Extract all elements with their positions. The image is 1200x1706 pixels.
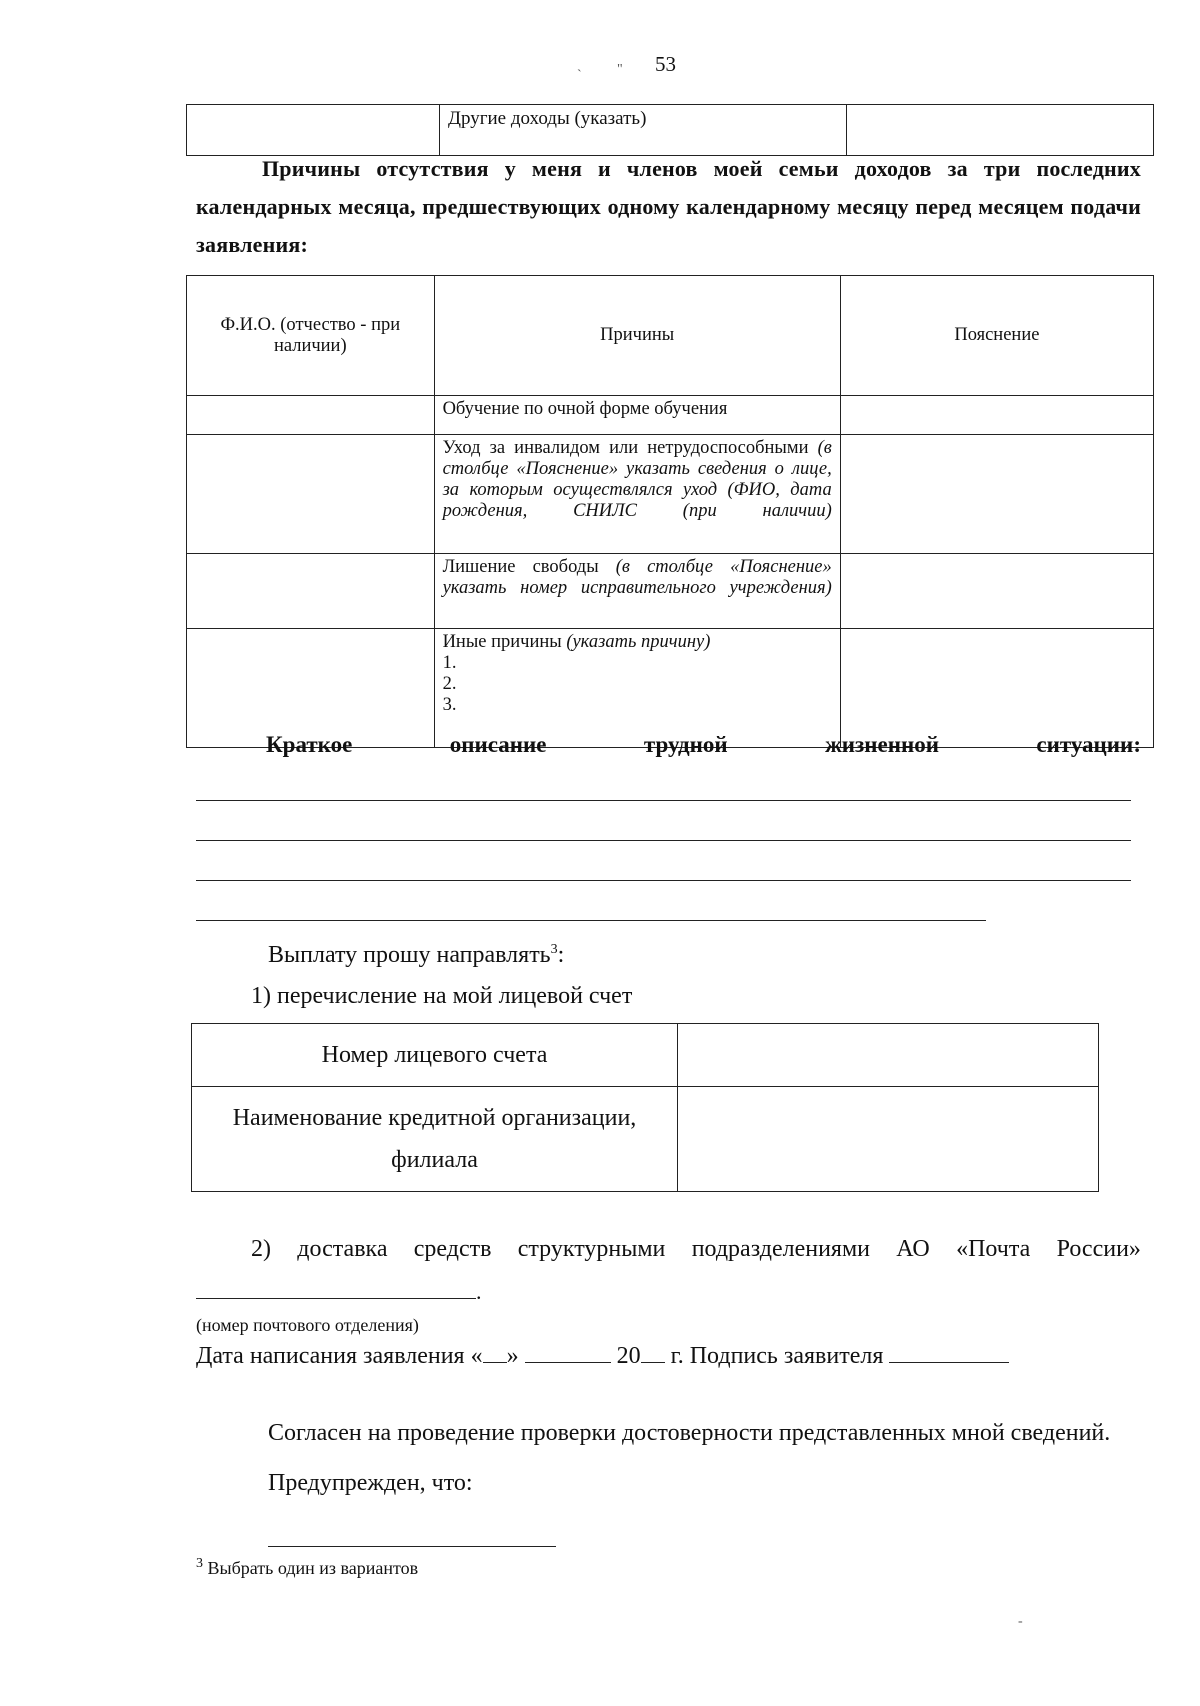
- explanation-cell[interactable]: [840, 554, 1153, 629]
- situation-line[interactable]: [196, 840, 1131, 841]
- word: структурными: [517, 1236, 666, 1262]
- table-row: [187, 396, 1154, 435]
- situation-line[interactable]: [196, 880, 1131, 881]
- other-income-value-cell[interactable]: [847, 105, 1154, 156]
- header-explanation: Пояснение: [840, 276, 1153, 396]
- signature-field[interactable]: [889, 1340, 1009, 1363]
- bank-name-cell[interactable]: [678, 1087, 1099, 1192]
- heading-word: ситуации:: [1036, 732, 1141, 757]
- table-row: [187, 105, 1154, 156]
- table-row: [192, 1024, 1099, 1087]
- word: доставка: [297, 1236, 388, 1262]
- list-item: 1.: [442, 653, 457, 673]
- payment-option-2: [251, 1236, 1141, 1263]
- word: подразделениями: [691, 1236, 870, 1262]
- explanation-cell[interactable]: [840, 435, 1153, 554]
- list-item: 3.: [442, 695, 457, 715]
- payment-intro: Выплату прошу направлять$^3$:: [268, 942, 565, 968]
- table-header-row: [187, 276, 1154, 396]
- account-number-label: Номер лицевого счета: [192, 1024, 678, 1087]
- word: 2): [251, 1236, 271, 1262]
- post-office-field[interactable]: .: [196, 1276, 482, 1305]
- page-number: 53: [655, 52, 676, 76]
- explanation-cell[interactable]: [840, 629, 1153, 748]
- header-fio: Ф.И.О. (отчество - при наличии): [187, 276, 435, 396]
- other-income-table: [186, 104, 1154, 156]
- reason-study: Обучение по очной форме обучения: [434, 396, 840, 435]
- table-row: [187, 629, 1154, 748]
- list-item: 2.: [442, 674, 457, 694]
- table-row: [192, 1087, 1099, 1192]
- header-reasons: Причины: [434, 276, 840, 396]
- word: России»: [1056, 1236, 1141, 1262]
- scan-speck: -: [1018, 1614, 1023, 1629]
- warned-text: Предупрежден, что:: [268, 1470, 473, 1496]
- situation-line[interactable]: [196, 800, 1131, 801]
- post-office-caption: (номер почтового отделения): [196, 1315, 419, 1335]
- reason-other: Иные причины (указать причину) 1. 2. 3.: [434, 629, 840, 748]
- reason-imprisonment: Лишение свободы (в столбце «Пояснение» указать номер исправительного учреждения): [434, 554, 840, 629]
- word: «Почта: [956, 1236, 1031, 1262]
- scan-speck: ": [617, 62, 623, 77]
- fio-cell[interactable]: [187, 554, 435, 629]
- month-field[interactable]: [525, 1340, 611, 1363]
- table-row: [187, 554, 1154, 629]
- table-row: [187, 435, 1154, 554]
- heading-word: Краткое: [266, 732, 353, 757]
- heading-word: трудной: [643, 732, 728, 757]
- bank-name-label: Наименование кредитной организации, филиала: [192, 1087, 678, 1192]
- reason-care: Уход за инвалидом или нетрудоспособными (в столбце «Пояснение» указать сведения о лице, за которым осуществлялся уход (ФИО, дата рождения, СНИЛС (при наличии): [434, 435, 840, 554]
- fio-cell[interactable]: [187, 629, 435, 748]
- word: средств: [413, 1236, 492, 1262]
- footnote: $^3$ Выбрать один из вариантов: [196, 1556, 419, 1578]
- other-income-label: Другие доходы (указать): [440, 105, 847, 156]
- date-signature-line: Дата написания заявления « » 20 г. Подпись заявителя: [196, 1340, 1009, 1370]
- consent-text: Согласен на проведение проверки достоверности представленных мной сведений.: [268, 1420, 1111, 1446]
- explanation-cell[interactable]: [840, 396, 1153, 435]
- account-table: [191, 1023, 1099, 1192]
- fio-cell[interactable]: [187, 435, 435, 554]
- reasons-heading: Причины отсутствия у меня и членов моей семьи доходов за три последних календарных месяца, предшествующих одному календарному месяцу перед месяцем подачи заявления:: [196, 156, 1141, 257]
- empty-cell[interactable]: [187, 105, 440, 156]
- situation-heading: [266, 732, 1141, 758]
- account-number-cell[interactable]: [678, 1024, 1099, 1087]
- scan-speck: `: [577, 68, 582, 83]
- heading-word: жизненной: [825, 732, 939, 757]
- reasons-table: [186, 275, 1154, 748]
- payment-option-1: 1) перечисление на мой лицевой счет: [251, 983, 633, 1009]
- situation-line[interactable]: [196, 920, 986, 921]
- word: АО: [896, 1236, 930, 1262]
- day-field[interactable]: [483, 1340, 507, 1363]
- footnote-separator: [268, 1546, 556, 1547]
- year-field[interactable]: [641, 1340, 665, 1363]
- heading-word: описание: [449, 732, 547, 757]
- fio-cell[interactable]: [187, 396, 435, 435]
